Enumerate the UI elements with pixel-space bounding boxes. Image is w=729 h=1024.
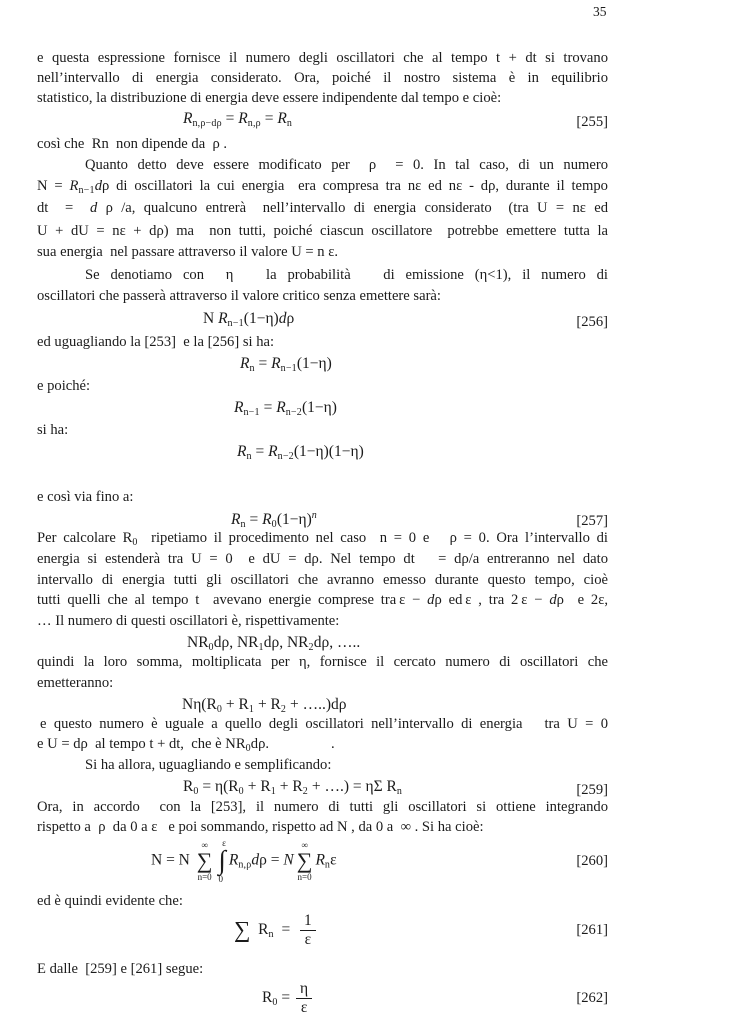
summation-symbol: ∞ ∑ n=0: [296, 840, 313, 882]
equation-content: Rn,ρ−dρ = Rn,ρ = Rn: [183, 110, 293, 129]
para-calcolare-line2: energia si estenderà tra U = 0 e dU = dρ. Nel tempo dt = dρ/a entreranno nel dato: [37, 551, 608, 567]
equation-content: N Rn−1(1−η)dρ: [203, 310, 295, 329]
para-oscillatori-line1: e questa espressione fornisce il numero degli oscillatori che al tempo t + dt si trovano: [37, 50, 608, 66]
line-si-ha-allora: Si ha allora, uguagliando e semplificando:: [85, 757, 332, 773]
para-oscillatori-line3: statistico, la distribuzione di energia deve essere indipendente dal tempo e cioè:: [37, 90, 502, 106]
equation-262: [37, 980, 608, 1017]
page-number: 35: [593, 4, 607, 19]
para-calcolare-line3: intervallo di energia tutti gli oscillatori che avranno emesso durante questo tempo, cioè: [37, 572, 608, 588]
para-somma-line2: emetteranno:: [37, 675, 114, 691]
para-denotiamo-line2: oscillatori che passerà attraverso il valore critico senza emettere sarà:: [37, 288, 441, 304]
equation-content: Nη(R0 + R1 + R2 + …..)dρ: [182, 696, 347, 715]
line-evidente: ed è quindi evidente che:: [37, 893, 183, 909]
para-calcolare-line1: Per calcolare $R_0$ ripetiamo il procedimento nel caso n = 0 e ρ = 0. Ora l’intervallo di: [37, 530, 608, 548]
para-quanto-line5: sua energia nel passare attraverso il valore U = n ε.: [37, 244, 338, 260]
equation-content: Rn−1 = Rn−2(1−η): [234, 399, 337, 418]
equation-content: ∑ Rn = $\frac{1}{\varepsilon}$: [234, 912, 318, 949]
line-si-ha: si ha:: [37, 422, 69, 438]
equation-number: [255]: [576, 113, 608, 130]
equation-content: Rn = Rn−2(1−η)(1−η): [237, 443, 364, 462]
para-calcolare-line4: tutti quelli che al tempo t avevano energie comprese tra ε − dρ ed ε , tra 2 ε − dρ e 2ε,: [37, 592, 608, 608]
equation-content: R0 = $\frac{\eta}{\varepsilon}$: [262, 980, 314, 1017]
equation-255: [37, 108, 608, 135]
equation-number: [256]: [576, 313, 608, 330]
equation-rn-rn2: [37, 441, 608, 468]
equation-261: [37, 912, 608, 949]
para-quanto-line2: $N = R_{n-1}d\rho$ di oscillatori la cui energia era compresa tra nε ed nε - dρ, durante il tempo: [37, 178, 608, 196]
summation-symbol: ∞ ∑ n=0: [196, 840, 213, 882]
fraction: $\frac{1}{\varepsilon}$: [300, 912, 316, 949]
line-e-poiche: e poiché:: [37, 378, 91, 394]
para-calcolare-line5: … Il numero di questi oscillatori è, rispettivamente:: [37, 613, 340, 629]
para-accordo-line1: Ora, in accordo con la [253], il numero di tutti gli oscillatori si ottiene integrando: [37, 799, 608, 815]
equation-260: [37, 838, 608, 884]
para-quanto-line1: Quanto detto deve essere modificato per ρ = 0. In tal caso, di un numero: [85, 157, 608, 173]
equation-number: [259]: [576, 781, 608, 798]
equation-content: Rn = Rn−1(1−η): [240, 355, 332, 374]
fraction: $\frac{\eta}{\varepsilon}$: [296, 980, 312, 1017]
equation-number: [260]: [576, 853, 608, 870]
equation-number: [262]: [576, 990, 608, 1007]
para-quanto-line3: dt = d ρ /a, qualcuno entrerà nell’intervallo di energia considerato (tra U = nε ed: [37, 200, 608, 216]
equation-content: $Rn = R0(1-\eta)^n$: [231, 510, 317, 530]
equation-content: NR0dρ, NR1dρ, NR2dρ, …..: [187, 634, 361, 653]
para-somma-line1: quindi la loro somma, moltiplicata per η, fornisce il cercato numero di oscillatori che: [37, 654, 608, 670]
document-content: [37, 0, 608, 1024]
para-accordo-line2: rispetto a ρ da 0 a ε e poi sommando, rispetto ad N , da 0 a ∞ . Si ha cioè:: [37, 819, 484, 835]
para-oscillatori-line2: nell’intervallo di energia considerato. Ora, poiché il nostro sistema è in equilibrio: [37, 70, 608, 86]
line-cosi-che: così che Rn non dipende da ρ .: [37, 136, 228, 152]
line-cosi-via: e così via fino a:: [37, 489, 134, 505]
line-dalle: E dalle [259] e [261] segue:: [37, 961, 204, 977]
line-uguagliando: ed uguagliando la [253] e la [256] si ha:: [37, 334, 275, 350]
para-uguale-line1: e questo numero è uguale a quello degli oscillatori nell’intervallo di energia tra U = 0: [40, 716, 608, 732]
integral-symbol: ε ∫ 0: [218, 838, 226, 884]
equation-content: R0 = η(R0 + R1 + R2 + ….) = ηΣ Rn: [183, 778, 403, 797]
equation-number: [257]: [576, 512, 608, 529]
para-denotiamo-line1: Se denotiamo con η la probabilità di emissione (η<1), il numero di: [85, 267, 608, 283]
para-uguale-line2: e U = dρ al tempo t + dt, che è $NR_0d\rho$. .: [37, 736, 335, 754]
equation-number: [261]: [576, 922, 608, 939]
equation-content: N = N ∞ ∑ n=0 ε ∫ 0 Rn,ρdρ = N ∞ ∑ n=0 Rnε: [151, 838, 337, 884]
para-quanto-line4: U + dU = nε + dρ) ma non tutti, poiché ciascun oscillatore potrebbe emettere tutta la: [37, 223, 608, 239]
equation-256: [37, 308, 608, 335]
